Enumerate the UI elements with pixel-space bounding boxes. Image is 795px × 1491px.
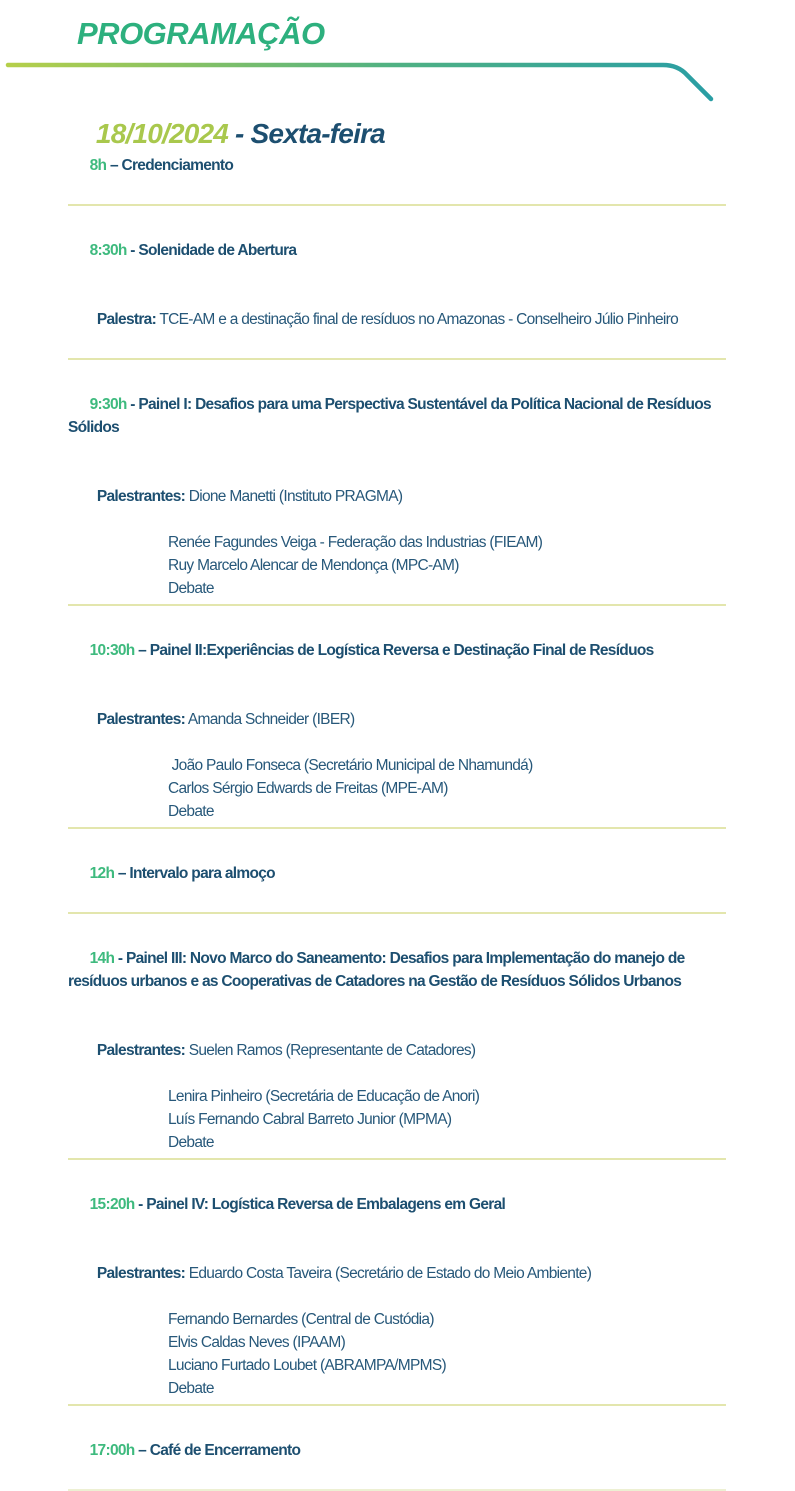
section-header [68, 216, 726, 285]
section-title: Intervalo para almoço [129, 865, 275, 882]
speaker-name: Eduardo Costa Taveira (Secretário de Estado do Meio Ambiente) [185, 1265, 592, 1282]
section-header [68, 1170, 726, 1239]
schedule-section [68, 121, 726, 206]
schedule-section [68, 360, 726, 606]
speaker-label: Palestrantes: [96, 488, 186, 505]
speaker-name: Elvis Caldas Neves (IPAAM) [168, 1334, 346, 1351]
section-title: Solenidade de Abertura [138, 242, 297, 259]
section-separator: - [134, 1196, 147, 1213]
page-title: PROGRAMAÇÃO [77, 16, 325, 51]
section-title: Painel IV: Logística Reversa de Embalagens em Geral [146, 1196, 506, 1213]
section-title: Painel II:Experiências de Logística Reversa e Destinação Final de Resíduos [149, 642, 654, 659]
section-separator: – [114, 865, 130, 882]
section-separator: – [134, 1442, 150, 1459]
speaker-line [68, 462, 726, 531]
speaker-line [68, 1016, 726, 1085]
speaker-label: Palestrantes: [96, 1042, 186, 1059]
schedule-section [68, 1160, 726, 1406]
schedule-section [68, 206, 726, 360]
weekday-label: Sexta-feira [250, 118, 385, 149]
section-time: 17:00h [89, 1442, 135, 1459]
section-separator: – [134, 642, 150, 659]
section-header [68, 131, 726, 200]
section-time: 8:30h [89, 242, 127, 259]
section-title: Café de Encerramento [149, 1442, 301, 1459]
section-time: 9:30h [89, 396, 127, 413]
speaker-name: Amanda Schneider (IBER) [185, 711, 355, 728]
section-title: Painel III: Novo Marco do Saneamento: Desafios para Implementação do manejo de resíduos urbanos e as Cooperativas de Catadores na Gestão de Resíduos Sólidos Urbanos [68, 950, 689, 990]
section-time: 8h [89, 157, 107, 174]
schedule-list [68, 121, 726, 1491]
speakers-block [68, 285, 726, 354]
section-header [68, 616, 726, 685]
section-time: 14h [89, 950, 115, 967]
schedule-section [68, 914, 726, 1160]
date-separator: - [228, 118, 251, 149]
section-title: Credenciamento [121, 157, 234, 174]
section-header [68, 924, 726, 1016]
schedule-section [68, 1406, 726, 1491]
schedule-section [68, 829, 726, 914]
speaker-name: Luís Fernando Cabral Barreto Junior (MPMA) [168, 1111, 452, 1128]
speaker-name: Carlos Sérgio Edwards de Freitas (MPE-AM) [168, 780, 448, 797]
date-value: 18/10/2024 [95, 118, 229, 149]
speaker-name: Debate [168, 803, 214, 820]
speaker-name: Dione Manetti (Instituto PRAGMA) [185, 488, 403, 505]
schedule-section [68, 606, 726, 829]
section-separator: - [114, 950, 126, 967]
speaker-name: João Paulo Fonseca (Secretário Municipal de Nhamundá) [168, 757, 533, 774]
section-separator: - [126, 242, 139, 259]
section-header [68, 839, 726, 908]
speaker-line [68, 685, 726, 754]
section-separator: - [126, 396, 139, 413]
section-title: Painel I: Desafios para uma Perspectiva Sustentável da Política Nacional de Resíduos Sólidos [68, 396, 715, 436]
speakers-block [68, 685, 726, 823]
speaker-name: Renée Fagundes Veiga - Federação das Industrias (FIEAM) [168, 534, 543, 551]
speakers-block [68, 462, 726, 600]
speakers-block [68, 1239, 726, 1400]
speaker-name: Suelen Ramos (Representante de Catadores) [185, 1042, 476, 1059]
section-separator: – [106, 157, 122, 174]
speaker-name: TCE-AM e a destinação final de resíduos no Amazonas - Conselheiro Júlio Pinheiro [156, 311, 679, 328]
speaker-line [68, 1239, 726, 1308]
speakers-block [68, 1016, 726, 1154]
section-header [68, 370, 726, 462]
speaker-name: Debate [168, 1134, 214, 1151]
speaker-name: Debate [168, 580, 214, 597]
speaker-label: Palestrantes: [96, 1265, 186, 1282]
speaker-label: Palestra: [96, 311, 157, 328]
section-time: 15:20h [89, 1196, 135, 1213]
section-time: 10:30h [89, 642, 135, 659]
speaker-name: Fernando Bernardes (Central de Custódia) [168, 1311, 434, 1328]
section-time: 12h [89, 865, 115, 882]
speaker-name: Ruy Marcelo Alencar de Mendonça (MPC-AM) [168, 557, 459, 574]
speaker-label: Palestrantes: [96, 711, 186, 728]
speaker-name: Lenira Pinheiro (Secretária de Educação de Anori) [168, 1088, 480, 1105]
speaker-line [68, 285, 726, 354]
speaker-name: Luciano Furtado Loubet (ABRAMPA/MPMS) [168, 1357, 446, 1374]
section-header [68, 1416, 726, 1485]
speaker-name: Debate [168, 1380, 214, 1397]
